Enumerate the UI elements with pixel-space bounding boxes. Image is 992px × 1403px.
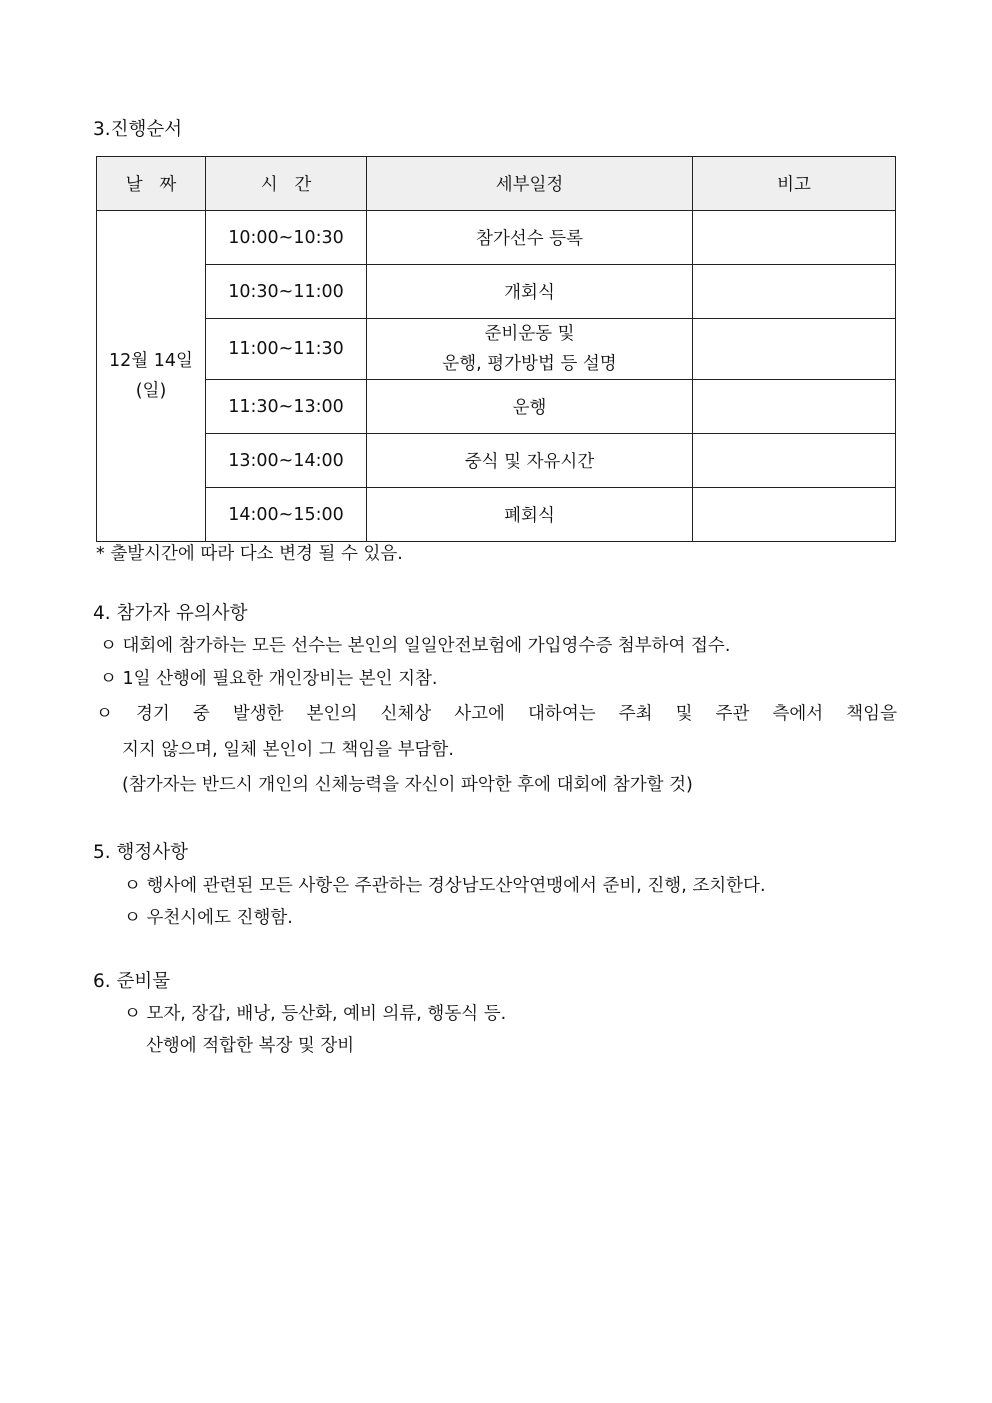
header-time: 시 간 (206, 157, 367, 211)
date-line2: (일) (135, 381, 167, 401)
notice-item-continued: 지지 않으며, 일체 본인이 그 책임을 부담함. (122, 740, 454, 760)
detail-cell: 폐회식 (367, 488, 693, 542)
section5-title: 5. 행정사항 (93, 842, 189, 863)
detail-line2: 운행, 평가방법 등 설명 (442, 354, 617, 374)
note-cell (693, 265, 896, 319)
schedule-table (96, 156, 896, 542)
table-row (97, 211, 896, 265)
time-cell: 10:00~10:30 (206, 211, 367, 265)
time-cell: 10:30~11:00 (206, 265, 367, 319)
note-cell (693, 488, 896, 542)
notice-item: ㅇ 1일 산행에 필요한 개인장비는 본인 지참. (100, 669, 438, 689)
date-line1: 12월 14일 (109, 351, 193, 371)
time-cell: 13:00~14:00 (206, 434, 367, 488)
section3-title: 3.진행순서 (93, 119, 183, 140)
table-header-row (97, 157, 896, 211)
header-date: 날 짜 (97, 157, 206, 211)
admin-item: ㅇ 행사에 관련된 모든 사항은 주관하는 경상남도산악연맹에서 준비, 진행, 조치한다. (124, 876, 766, 896)
date-cell (97, 211, 206, 542)
note-cell (693, 380, 896, 434)
detail-cell: 운행 (367, 380, 693, 434)
time-cell: 11:30~13:00 (206, 380, 367, 434)
table-row (97, 434, 896, 488)
table-row (97, 488, 896, 542)
supplies-item: ㅇ 모자, 장갑, 배낭, 등산화, 예비 의류, 행동식 등. (124, 1004, 507, 1024)
notice-item: ㅇ 대회에 참가하는 모든 선수는 본인의 일일안전보험에 가입영수증 첨부하여 접수. (100, 636, 731, 656)
section4-title: 4. 참가자 유의사항 (93, 603, 248, 624)
header-detail: 세부일정 (367, 157, 693, 211)
note-cell (693, 319, 896, 380)
detail-cell: 중식 및 자유시간 (367, 434, 693, 488)
header-note: 비고 (693, 157, 896, 211)
note-cell (693, 211, 896, 265)
table-row (97, 265, 896, 319)
detail-cell: 개회식 (367, 265, 693, 319)
schedule-footnote: * 출발시간에 따라 다소 변경 될 수 있음. (96, 544, 403, 564)
section6-title: 6. 준비물 (93, 971, 171, 992)
notice-item-note: (참가자는 반드시 개인의 신체능력을 자신이 파악한 후에 대회에 참가할 것) (122, 775, 693, 795)
time-cell: 14:00~15:00 (206, 488, 367, 542)
admin-item: ㅇ 우천시에도 진행함. (124, 908, 293, 928)
detail-line1: 준비운동 및 (484, 324, 575, 344)
notice-item: ㅇ 경기 중 발생한 본인의 신체상 사고에 대하여는 주최 및 주관 측에서 책임을 (96, 704, 897, 724)
table-row (97, 319, 896, 380)
detail-cell (367, 319, 693, 380)
detail-cell: 참가선수 등록 (367, 211, 693, 265)
time-cell: 11:00~11:30 (206, 319, 367, 380)
note-cell (693, 434, 896, 488)
table-row (97, 380, 896, 434)
supplies-item-continued: 산행에 적합한 복장 및 장비 (146, 1036, 355, 1056)
